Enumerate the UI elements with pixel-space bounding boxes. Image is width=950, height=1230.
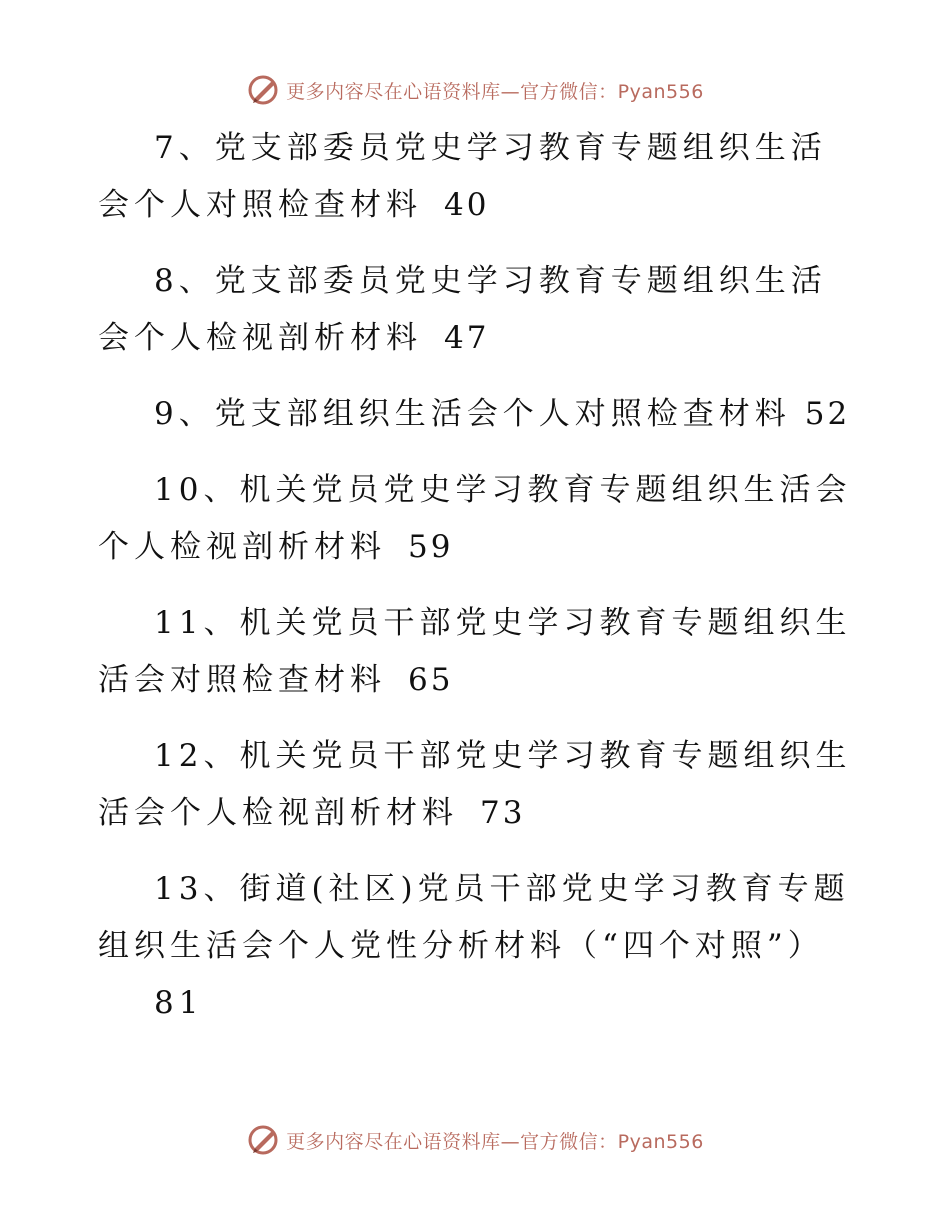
toc-entry-title: 11、机关党员干部党史学习教育专题组织生活会对照检查材料	[98, 605, 852, 698]
pen-circle-logo-icon	[246, 73, 280, 107]
toc-entry-page: 65	[408, 662, 454, 698]
toc-entry-page: 47	[444, 320, 490, 356]
toc-entry-7[interactable]	[98, 120, 858, 234]
header-watermark	[0, 70, 950, 110]
toc-entry-page: 52	[804, 396, 851, 432]
toc-entry-page: 59	[408, 529, 454, 565]
toc-entry-page: 81	[154, 985, 204, 1021]
toc-entry-12[interactable]	[98, 728, 858, 842]
toc-entry-9[interactable]	[98, 386, 858, 443]
footer-watermark	[0, 1120, 950, 1160]
header-text: 更多内容尽在心语资料库—官方微信：Pyan556	[286, 80, 704, 103]
toc-entry-11[interactable]	[98, 595, 858, 709]
toc-entry-page: 40	[444, 187, 490, 223]
toc-entry-title: 12、机关党员干部党史学习教育专题组织生活会个人检视剖析材料	[98, 738, 852, 831]
toc-entry-8[interactable]	[98, 253, 858, 367]
toc-entry-title: 8、党支部委员党史学习教育专题组织生活会个人检视剖析材料	[98, 263, 827, 356]
toc-entry-title: 9、党支部组织生活会个人对照检查材料	[154, 396, 791, 432]
pen-circle-logo-icon	[246, 1123, 280, 1157]
toc-entry-10[interactable]	[98, 462, 858, 576]
toc-entry-page: 73	[480, 795, 526, 831]
toc-entry-title: 13、街道(社区)党员干部党史学习教育专题组织生活会个人党性分析材料（“四个对照”）	[98, 871, 850, 964]
toc-entry-13[interactable]	[98, 861, 858, 1032]
toc-entry-title: 7、党支部委员党史学习教育专题组织生活会个人对照检查材料	[98, 130, 827, 223]
toc-entry-title: 10、机关党员党史学习教育专题组织生活会个人检视剖析材料	[98, 472, 852, 565]
table-of-contents	[98, 120, 858, 1051]
footer-text: 更多内容尽在心语资料库—官方微信：Pyan556	[286, 1130, 704, 1153]
